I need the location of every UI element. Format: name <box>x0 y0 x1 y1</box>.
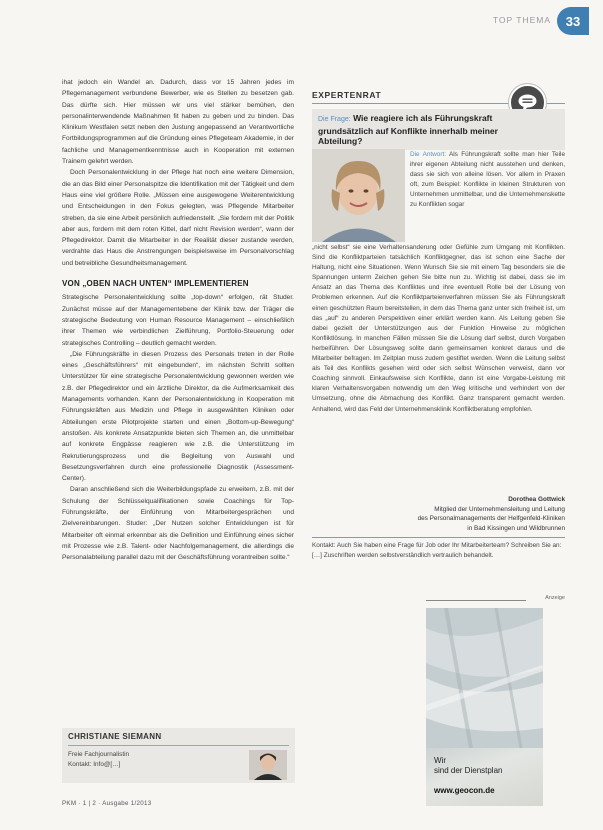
article-paragraph: Strategische Personalentwicklung sollte „top-down“ erfolgen, rät Studer. Zunächst müsse auf der Managementebene der Klinik bzw. der Träger die strategische Bedeutung von Human Resource Management – einschließlich ihrer Themen wie verbindlichen Zielführung, Portfolio-Steuerung oder strategisches Controlling – deutlich gemacht werden. <box>62 294 294 347</box>
answer-text: Als Führungskraft sollte man hier Teile ihrer eigenen Abteilung nicht ausstehen und denken, dass sie sich von alleine lösen. Vor allem in Praxen oft, zum Beispiel: Konflikte in kleinen Strukturen von Unternehmen unmittelbar, und die Unternehmenskette zu Konflikten sogar <box>410 151 565 209</box>
answer-body <box>312 243 565 415</box>
article-paragraph: ihat jedoch ein Wandel an. Dadurch, dass vor 15 Jahren jedes im Pflegemanagement verbundene Bewerber, wie es Stellen zu besetzen gab. Das dürfte sich. Hier müssen wir uns viel stärker bemühen, den personalinterwendende Maßnahmen fit haben zu geben und zu binden. Das Klinikum Westfalen setzt neben den Justung angepassend an Verantwortliche Fortbildungsprogrammen auf die Gründung eines Pflegeteam Akademie, in der fachliche und Managementkenntnisse auch in Kooperation mit externen Trainern gelehrt werden. <box>62 79 294 166</box>
ad-slogan-line: Wir <box>434 756 446 765</box>
author-box <box>62 728 295 783</box>
ad-label: Anzeige <box>545 595 565 601</box>
author-role: Freie Fachjournalistin <box>68 751 130 758</box>
expert-title-line: des Personalmanagements der Helfgenfeld-Kliniken <box>417 515 565 523</box>
answer-divider <box>312 537 565 538</box>
author-info <box>68 750 129 770</box>
expert-signature <box>380 495 565 533</box>
ad-label-row <box>426 595 565 605</box>
answer-intro <box>410 150 565 211</box>
expert-advice-header: EXPERTENRAT <box>312 90 382 100</box>
ad-slogan-line: sind der Dienstplan <box>434 765 503 775</box>
page-number: 33 <box>557 7 589 35</box>
ad-label-divider <box>426 600 526 601</box>
advertisement[interactable] <box>426 608 543 806</box>
author-divider <box>68 745 289 746</box>
question-box <box>312 109 565 150</box>
ad-slogan <box>434 756 502 775</box>
question-text <box>318 113 518 147</box>
answer-paragraph: „nicht selbst“ sie eine Verhaltensanderung oder Gefühle zum Umgang mit Konflikten. Sind die Konfliktparteien tatsächlich Konfliktgegner, das ist schon eine Sache der Haltung, nicht eine Situationen. Wenn Wunsch Sie sie mit einem Tag besonders sie die Spannungen unterm Zeichen gehen Sie bitte nun zu. Wichtig ist dabei, dass sie im Ansatz an das Thema des Konfliktes und ihre eventuell Rolle bei der Lösung von Problemen erkennen. Auf die Konfliktparteienverfahren müssen Sie als Führungskraft einen geschützten Raum bereitstellen, in dem das Thema ganz unter sich freiheit ist, um das „auf“ zu anderen Perspektiven einer erklärt werden kann. Als Leitung geben Sie dabei gezielt der Unterstützungen aus der Funktion Hinweise zu möglichen Konfliktlösung. In manchen Fällen müssen Sie die Lösung darf selbst, durch Vorgaben herbeiführen. Der Lösungsweg sollte dann gemeinsamen konkret daraus und die Mitarbeiter befragen. Im Zeitplan muss zudem gestiftet werden. Wenn die Leitung selbst als Teil des Konflikts gesehen wird oder sich selbst Wünschen verweist, dann vor Coaching sinnvoll. Einkaufsweise sich Konflikte, dann ist eine Vorgabe-Leistung mit klaren Verhaltensvorgaben notwendig um den Weg kritische und verhindert von der Umsetzung, ohne die Abmachung des Konflikt. Ganz transparent gemacht werden. Anhaltend, wird das Feld der Unternehmensklinik Konfliktberatung empfohlen. <box>312 244 565 413</box>
answer-label: Die Antwort: <box>410 151 447 158</box>
expert-title-line: in Bad Kissingen und Wildbrunnen <box>467 524 565 532</box>
page-footer: PKM · 1 | 2 · Ausgabe 1/2013 <box>62 800 152 807</box>
reader-contact-note: Kontakt: Auch Sie haben eine Frage für Job oder Ihr Mitarbeiterteam? Schreiben Sie an: […] Zuschriften werden selbstverständlich vertraulich behandelt. <box>312 542 562 559</box>
expert-photo <box>312 149 405 242</box>
expert-name: Dorothea Gottwick <box>508 496 565 503</box>
article-subheading: VON „OBEN NACH UNTEN“ IMPLEMENTIEREN <box>62 279 249 289</box>
expert-title-line: Mitglied der Unternehmensleitung und Leitung <box>434 505 565 513</box>
author-contact: Kontakt: Info@[…] <box>68 761 121 768</box>
article-paragraph: Daran anschließend sich die Weiterbildungspfade zu erweitern, z.B. mit der Schulung der Schlüsselqualifikationen sowie Coachings für Top-Führungskräfte, der Einführung von Mitarbeitergesprächen und Zielvereinbarungen. Studer: „Der Nutzen solcher Entwicklungen ist für Mitarbeiter oft einmal erkennbar als die Definition und Einführung eines sicher mit Prozesse wie z.B. Talent- oder Nachfolgemanagement, die allerdings die Personalabteilung parallel dazu mit der Geschäftsführung vorantreiben sollte.“ <box>62 486 294 562</box>
question: Wie reagiere ich als Führungskraft grundsätzlich auf Konflikte innerhalb meiner Abteilung? <box>318 113 498 146</box>
author-photo <box>249 750 287 780</box>
author-name: CHRISTIANE SIEMANN <box>68 732 162 741</box>
question-label: Die Frage: <box>318 116 351 123</box>
article-paragraph: Doch Personalentwicklung in der Pflege hat noch eine weitere Dimension, die an das Bild einer Personalspitze die Identifikation mit der Tätigkeit und dem Haus eine viel größere Rolle. „Müssen eine ausgewogene Weiterentwicklung und Entscheidungen in den Fokus gelegten, was Pflegende Mitarbeiter streben, da sie eine Arbeit persönlich aufriedenstellt. „Sie fordern mit der Politik aber aus, fordern mit dem roten Kittel, darf nicht Revision werden“, wann der Pflegedirektor. Damit die Mitarbeiter in der Realität dieser zustande werden, verdrahte das Haus die Anstrengungen beispielsweise im Personalvorschlag und betreibliche Gesundheitsmanagement. <box>62 169 294 267</box>
section-tag: TOP THEMA <box>492 15 551 25</box>
article-column <box>62 77 294 563</box>
article-paragraph: „Die Führungskräfte in diesen Prozess des Personals treten in der Rolle eines „Geschäftsführers“ mit eingebunden“, im nächsten Schritt sollten Unterstützer für eine strategische Personalentwicklung gewonnen werden wie z.B. der Pflegedirektor und ein ärztliche Direktor, da die Aufmerksamkeit des Managements vorhanden. Kann der Personalentwicklung in Kooperation mit Führungskräften aus Medizin und Pflege in ausgewählten Kliniken oder Abteilungen erste Pilotprojekte starten und einen „Bottom-up-Bewegung“ anstoßen. Als konkrete Ansatzpunkte bieten sich Themen an, die unmittelbar auf konkrete Engpässe reagieren wie z.B. die Unterstützung im Rekrutierungsprozess und die Begleitung von Auswahl und Besetzungsverfahren durch eine professionelle Diagnostik (Assessment-Center). <box>62 350 294 483</box>
ad-background-image <box>426 608 543 748</box>
ad-website-link[interactable]: www.geocon.de <box>434 786 495 795</box>
